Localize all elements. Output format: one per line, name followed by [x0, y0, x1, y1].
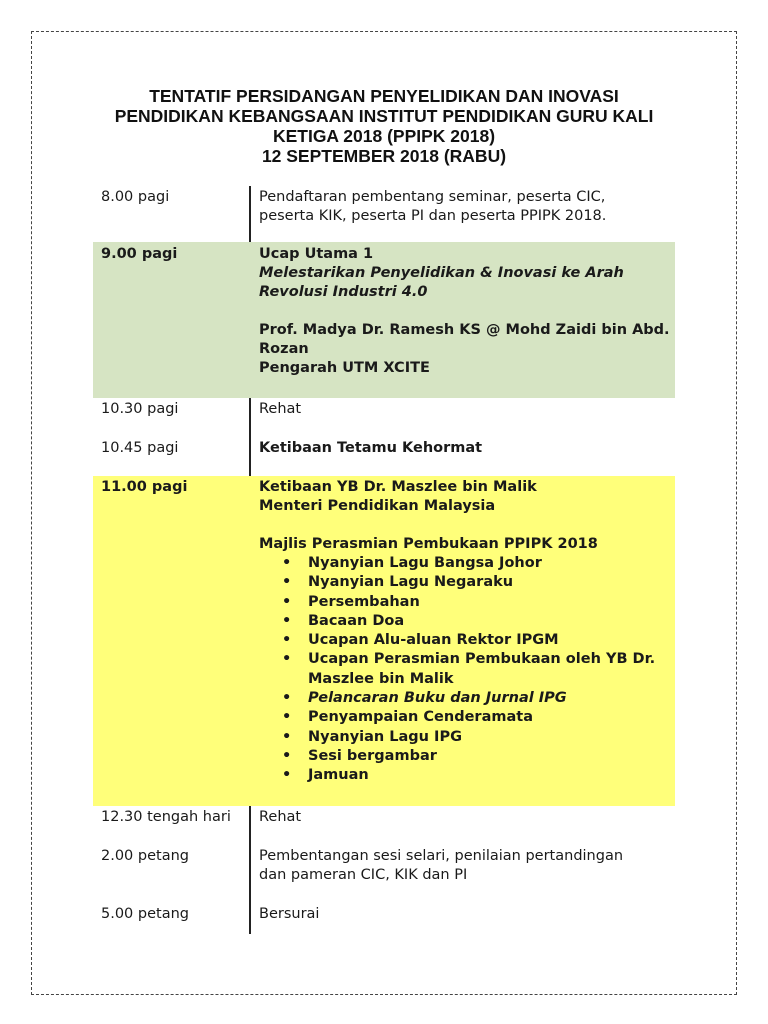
row-description: Pembentangan sesi selari, penilaian pertandingan dan pameran CIC, KIK dan PI [259, 848, 624, 883]
title-line-3: KETIGA 2018 (PPIPK 2018) [272, 126, 496, 146]
row-time: 11.00 pagi [101, 479, 188, 495]
ceremony-title: Majlis Perasmian Pembukaan PPIPK 2018 [259, 536, 598, 552]
row-time: 10.30 pagi [101, 401, 179, 417]
schedule-row-vip-arrival [93, 437, 675, 467]
row-description: Rehat [259, 401, 302, 417]
row-time: 10.45 pagi [101, 440, 179, 456]
list-item: • Jamuan [259, 766, 669, 785]
schedule-row-registration [93, 186, 675, 236]
list-item: • Pelancaran Buku dan Jurnal IPG [259, 689, 669, 708]
title-line-2: PENDIDIKAN KEBANGSAAN INSTITUT PENDIDIKAN GURU KALI [114, 106, 654, 126]
list-item: • Persembahan [259, 593, 669, 612]
speaker-title: Pengarah UTM XCITE [259, 360, 430, 376]
row-time: 2.00 petang [101, 848, 189, 864]
keynote-topic-line-2: Revolusi Industri 4.0 [259, 284, 428, 300]
row-time: 5.00 petang [101, 906, 189, 922]
keynote-heading: Ucap Utama 1 [259, 246, 374, 262]
row-description [259, 245, 669, 378]
ceremony-program-list [259, 554, 669, 786]
keynote-topic-line-1: Melestarikan Penyelidikan & Inovasi ke Arah [259, 265, 624, 281]
schedule-row-keynote [93, 242, 675, 398]
list-item: • Ucapan Perasmian Pembukaan oleh YB Dr. Maszlee bin Malik [259, 650, 669, 689]
row-time: 9.00 pagi [101, 246, 178, 262]
schedule-row-opening-ceremony [93, 476, 675, 806]
title-line-4: 12 SEPTEMBER 2018 (RABU) [261, 146, 507, 166]
row-time: 12.30 tengah hari [101, 809, 231, 825]
list-item: • Penyampaian Cenderamata [259, 708, 669, 727]
schedule-row-break [93, 398, 675, 428]
document-title [60, 86, 708, 166]
minister-arrival: Ketibaan YB Dr. Maszlee bin Malik [259, 479, 537, 495]
title-line-1: TENTATIF PERSIDANGAN PENYELIDIKAN DAN INOVASI [149, 86, 619, 106]
list-item: • Nyanyian Lagu Negaraku [259, 573, 669, 592]
list-item: • Ucapan Alu-aluan Rektor IPGM [259, 631, 669, 650]
row-description: Ketibaan Tetamu Kehormat [259, 440, 483, 456]
minister-title: Menteri Pendidikan Malaysia [259, 498, 496, 514]
schedule-row-adjourn [93, 903, 675, 933]
schedule-row-parallel-sessions [93, 845, 675, 895]
schedule-row-lunch-break [93, 806, 675, 836]
row-description: Rehat [259, 809, 302, 825]
list-item: • Sesi bergambar [259, 747, 669, 766]
row-time: 8.00 pagi [101, 189, 170, 205]
list-item: • Nyanyian Lagu Bangsa Johor [259, 554, 669, 573]
list-item: • Nyanyian Lagu IPG [259, 728, 669, 747]
list-item: • Bacaan Doa [259, 612, 669, 631]
speaker-name-line-1: Prof. Madya Dr. Ramesh KS @ Mohd Zaidi bin Abd. [259, 322, 670, 338]
row-description: Pendaftaran pembentang seminar, peserta CIC, peserta KIK, peserta PI dan peserta PPIPK 2018. [259, 189, 607, 224]
speaker-name-line-2: Rozan [259, 341, 309, 357]
row-description: Bersurai [259, 906, 320, 922]
row-description [259, 478, 669, 786]
